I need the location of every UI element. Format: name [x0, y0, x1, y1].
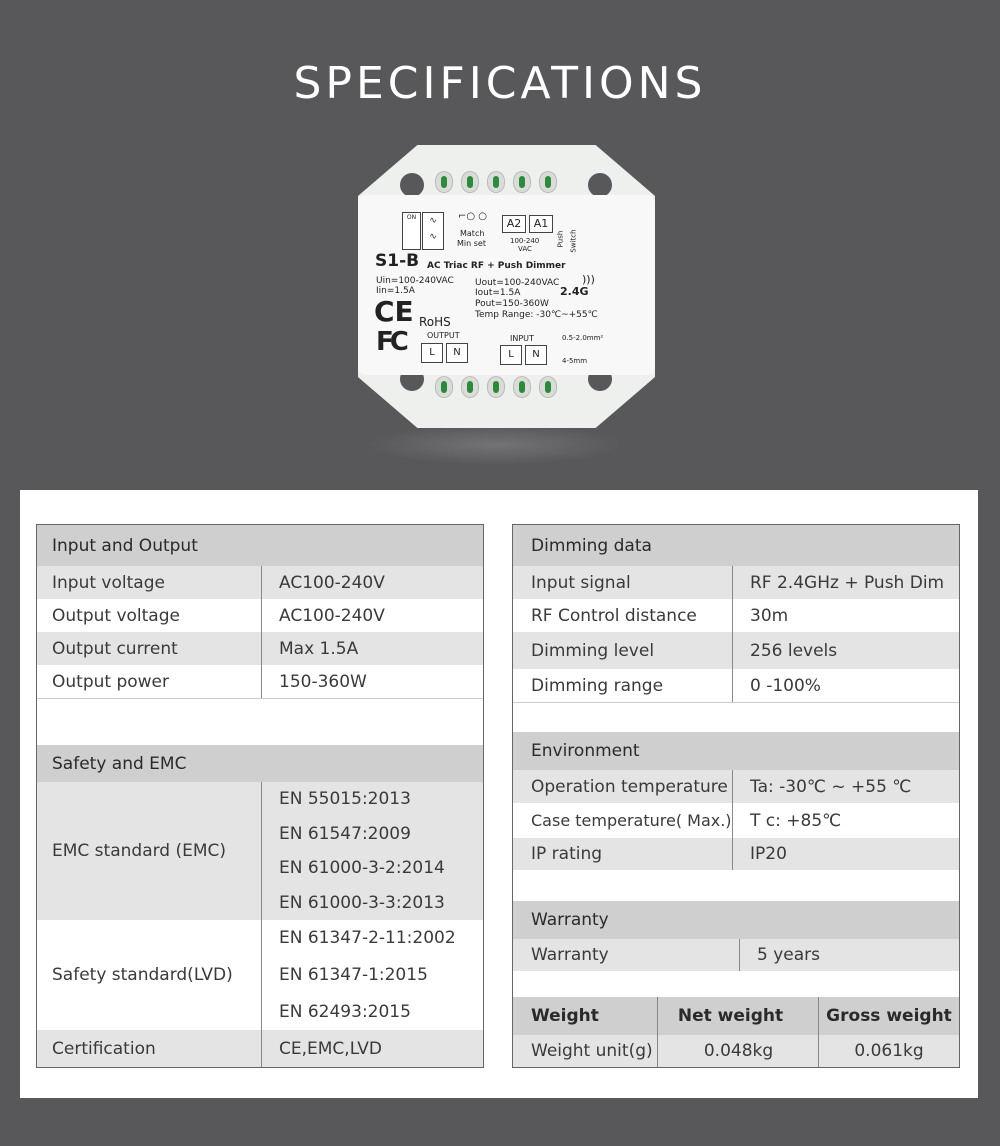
- table-row: Dimming level 256 levels: [513, 632, 959, 669]
- lvd-row: [37, 920, 483, 1030]
- left-spec-table: [36, 524, 484, 1068]
- device-iout: Iout=1.5A: [475, 288, 521, 298]
- lvd-values: EN 61347-2-11:2002 EN 61347-1:2015 EN 62493:2015: [279, 928, 456, 1022]
- device-uin: Uin=100-240VAC: [376, 276, 454, 286]
- table-row: RF Control distance 30m: [531, 605, 789, 626]
- device-reflection: [365, 425, 625, 465]
- spec-panel: [20, 490, 978, 1098]
- bottom-terminals: [435, 376, 557, 398]
- divider: [818, 997, 819, 1067]
- cert-row: Certification CE,EMC,LVD: [37, 1030, 483, 1067]
- table-row: Dimming range 0 -100%: [531, 675, 821, 696]
- output-l: L: [421, 343, 443, 363]
- dip-switch: ON: [402, 212, 421, 250]
- device-pout: Pout=150-360W: [475, 299, 549, 309]
- match-icon: ⌐○ ○: [458, 211, 488, 222]
- dimming-header: Dimming data: [513, 525, 959, 566]
- divider: [261, 566, 262, 698]
- ce-mark: CE: [374, 295, 414, 328]
- divider: [657, 997, 658, 1067]
- input-l: L: [500, 345, 522, 365]
- device-illustration: [330, 135, 670, 475]
- emc-values: EN 55015:2013 EN 61547:2009 EN 61000-3-2:2014 EN 61000-3-3:2013: [279, 789, 445, 913]
- rf-2.4g-label: 2.4G: [560, 285, 589, 298]
- strip-length: 4-5mm: [562, 357, 588, 365]
- wire-gauge: 0.5-2.0mm²: [562, 334, 604, 342]
- device-temp: Temp Range: -30℃~+55℃: [475, 310, 598, 320]
- weight-row: Weight unit(g) 0.048kg 0.061kg: [513, 1035, 959, 1067]
- table-row: Input signal RF 2.4GHz + Push Dim: [513, 566, 959, 599]
- table-row: Output voltage AC100-240V: [52, 605, 385, 626]
- input-n: N: [525, 345, 547, 365]
- table-row: Output power 150-360W: [52, 671, 367, 692]
- warranty-header: Warranty: [513, 901, 959, 939]
- switch-label: Switch: [569, 229, 578, 253]
- emc-row: [37, 782, 483, 920]
- rohs-mark: RoHS: [419, 315, 451, 329]
- output-label: OUTPUT: [427, 331, 460, 340]
- page-title: SPECIFICATIONS: [293, 58, 707, 109]
- emc-label: EMC standard (EMC): [52, 841, 227, 861]
- table-row: Operation temperature Ta: -30℃ ~ +55 ℃: [513, 770, 959, 803]
- push-label: Push: [556, 230, 565, 248]
- wireless-icon: ))): [582, 273, 595, 286]
- environment-header: Environment: [513, 732, 959, 770]
- table-row: Case temperature( Max.) T c: +85℃: [531, 810, 842, 831]
- terminal-a1: A1: [529, 215, 553, 233]
- device-subtitle: AC Triac RF + Push Dimmer: [427, 261, 566, 271]
- warranty-row: Warranty 5 years: [513, 939, 959, 971]
- minset-label: Min set: [457, 239, 486, 248]
- divider: [732, 770, 733, 870]
- top-terminals: [435, 171, 557, 193]
- table-row: Input voltage AC100-240V: [37, 566, 483, 599]
- safety-header: Safety and EMC: [37, 745, 483, 782]
- divider: [261, 782, 262, 1067]
- output-n: N: [446, 343, 468, 363]
- input-label: INPUT: [510, 334, 534, 343]
- mounting-hole: [588, 173, 612, 197]
- divider: [739, 939, 740, 971]
- device-model: S1-B: [375, 251, 420, 271]
- table-row: IP rating IP20: [513, 838, 959, 870]
- table-row: Output current Max 1.5A: [37, 632, 483, 665]
- fc-mark: FC: [376, 327, 405, 357]
- device-iin: Iin=1.5A: [376, 286, 415, 296]
- match-label: Match: [460, 229, 485, 238]
- terminal-a2: A2: [502, 215, 526, 233]
- vac-range-bottom: VAC: [518, 245, 532, 253]
- lvd-label: Safety standard(LVD): [52, 965, 233, 985]
- divider: [732, 566, 733, 702]
- divider: [513, 702, 959, 703]
- mounting-hole: [400, 173, 424, 197]
- waveform-icon: ∿ ∿: [422, 212, 444, 250]
- weight-header-row: Weight Net weight Gross weight: [513, 997, 959, 1035]
- device-uout: Uout=100-240VAC: [475, 278, 560, 288]
- divider: [37, 698, 483, 699]
- io-header: Input and Output: [37, 525, 483, 566]
- vac-range-top: 100-240: [510, 237, 540, 245]
- right-spec-table: [512, 524, 960, 1068]
